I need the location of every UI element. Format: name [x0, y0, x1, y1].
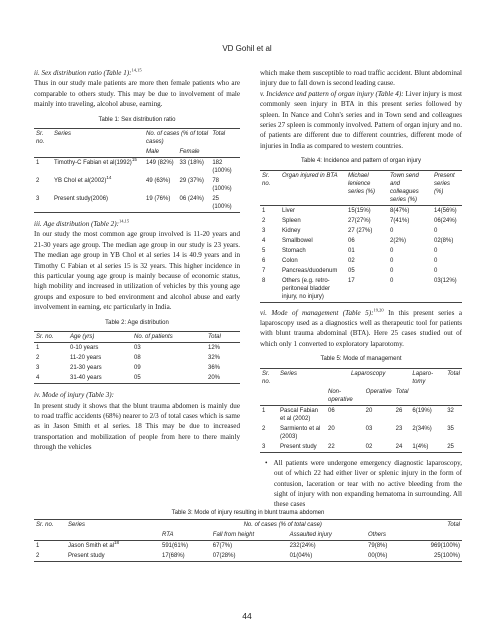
table-row: 4 31-40 years 05 20% [34, 373, 240, 384]
table-row: 1 Jason Smith et $al^{18}$ 591(61%) 67(7%) 232(24%) 79(8%) 969(100%) [36, 540, 460, 549]
table-row: 4 Smallbowel 06 2(2%) 02(8%) [262, 237, 454, 244]
table-row: 2 Sarmiento et al (2003) 20 03 23 2(34%) 35 [262, 425, 454, 440]
table-row: 2 Present study 17(68%) 07(28%) 01(04%) 00(0%) 25(100%) [34, 551, 462, 562]
section-age-distribution: iii. Age distribution (Table 2):$^{14,15}$ [34, 218, 130, 229]
table-row: 1 Liver 15(15%) 8(47%) 14(56%) [262, 207, 457, 214]
table5-caption: Table 5: Mode of management [320, 356, 402, 363]
section-organ-injury: v. Incidence and pattern of organ injury (Table 4): Liver injury is most commonly seen injury in BTA in this present series followed by spleen. In Nance and Cohn's series and in Town send and colleagues series 27 spleen is commonly involved. Pattern of organ injury and no. of patients are different due to different countries, different mode of injuries in India as compared to western countries. [260, 89, 462, 150]
table-row: 2 YB Chol et $al(2002)^{14}$ 49 (63%) 29 (37%) 78 (100%) [36, 175, 232, 193]
table1-caption: Table 1: Sex distribution ratio [98, 116, 176, 123]
table-row: 2 Spleen 27(27%) 7(41%) 06(24%) [262, 217, 457, 224]
table-row: 3 21-30 years 09 36% [36, 365, 221, 372]
table3-block [34, 505, 462, 562]
continued-text: which make them susceptible to road traffic accident. Blunt abdominal injury due to fall down is second leading cause. [260, 69, 462, 88]
age-distribution-body: In our study the most common age group involved is 11-20 years and 21-30 years age group. The median age group in our study is 23 years. The median age group in YB Chol et al series 14 is 40.9 years and in Timothy C Fabian et al series 15 is 32 years. This higher incidence in this particular young age group is mainly because of economic status, high mobility and increased in utilization of vehicles by this young age groups and exposure to bed environment and alcohol abuse and early involvement in earning, etc particularly in India. [34, 230, 240, 312]
table-row: 3 Present study(2006) 19 (76%) 06 (24%) 25 (100%) [34, 194, 240, 213]
table-row: 1 Pascal Fabian et al (2002) 06 20 26 6(19%) 32 [262, 407, 454, 422]
running-header: VD Gohil et al [222, 44, 272, 53]
right-column [260, 68, 462, 510]
table-sex-distribution: Sr. no. Series No. of cases (% of total cases) Total Male Female 1 Timothy-C Fabian et $al(1992)^{15}$ 149 (82%) 33 (18%) 182 (100%) 2 YB Chol et $al(2002)^{14}$ 49 (63%) 29 (37%) 78 (100%) 3 Present study(2006) 19 (76%) 06 (24%) 25 (100%) [34, 128, 240, 213]
table-row: 2 11-20 years 08 32% [36, 355, 221, 362]
table-row: 5 Stomach 01 0 0 [262, 247, 438, 254]
table-mode-of-injury: Sr. no. Series No. of cases (% of total case) Total RTA Fall from height Assaulted injury Others 1 Jason Smith et $al^{18}$ 591(61%) 67(7%) 232(24%) 79(8%) 969(100%) 2 Present study 17(68%) 07(28%) 01(04%) 00(0%) 25(100%) [34, 519, 462, 562]
mode-of-injury-body: In present study it shows that the blunt trauma abdomen is mainly due to road traffic accidents (68%) nearer to 2/3 of total cases which is same as in Jason Smith et al series. 18 This may be due to increased transportation and mobilization of people from here to there mainly through the vehicles [34, 401, 240, 452]
table-age-distribution: Sr. no. Age (yrs) No. of patients Total 1 0-10 years 03 12% 2 11-20 years 08 32% 3 21-30 years 09 36% 4 31-40 years 05 20% [34, 331, 240, 384]
section-sex-distribution: ii. Sex distribution ratio (Table 1):$^{14,15}$ [34, 67, 142, 77]
left-column [34, 68, 240, 453]
section-mode-of-injury: iv. Mode of injury (Table 3): [34, 391, 114, 400]
table-row: 1 Timothy-C Fabian et $al(1992)^{15}$ 149 (82%) 33 (18%) 182 (100%) [36, 157, 232, 175]
bullet-icon: • [265, 458, 274, 467]
sex-distribution-body: Thus in our study male patients are more then female patients who are comparable to others study. This may be due to involvement of male mainly into traveling, alcohol abuse, earning. [34, 79, 240, 109]
table-row: 7 Pancreas/duodenum 05 0 0 [262, 267, 438, 274]
page-number: 44 [242, 611, 252, 621]
table-row: 6 Colon 02 0 0 [262, 257, 438, 264]
table4-caption: Table 4: Incidence and pattern of organ injury [300, 158, 422, 165]
table-row: 1 0-10 years 03 12% [36, 345, 221, 352]
table-management: Sr. no. Series Laparoscopy Laparo- tomy Total Non-operative Operative Total 1 Pascal Fabian et al (2002) 06 20 26 6(19%) 32 2 Sarmiento et al (2003) 20 03 23 2(34%) 35 3 Present study 22 02 24 1(4%) 25 [260, 368, 462, 453]
table2-caption: Table 2: Age distribution [105, 319, 169, 326]
table-organ-injury: Sr. no. Organ injured in BTA Michael lenience series (%) Town send and colleagues series (%) Present series (%) 1 Liver 15(15%) 8(47%) 14(56%) 2 Spleen 27(27%) 7(41%) 06(24%) 3 Kidney 27 (27%) 0 0 4 Smallbowel 06 2(2%) 02(8%) 5 Stomach 01 0 0 6 Colon 02 0 0 7 Pancreas/duodenum 05 0 0 8 Others (e.g. retro-peritoneal bladder injury, no injury) 17 0 03(12%) [260, 170, 462, 303]
table3-caption: Table 3: Mode of injury resulting in blunt trauma abdomen [171, 510, 325, 516]
table-row: 3 Kidney 27 (27%) 0 0 [262, 227, 438, 234]
bullet-item: • All patients were undergone emergency diagnostic laparoscopy, out of which 22 had either liver or splenic injury in the form of contusion, laceration or tear with no active bleeding from the sight of injury with non expanding hematoma in surrounding. All these cases [265, 458, 462, 509]
table-row: 8 Others (e.g. retro-peritoneal bladder injury, no injury) 17 0 03(12%) [260, 276, 462, 303]
table-row: 3 Present study 22 02 24 1(4%) 25 [260, 442, 462, 453]
section-management: vi. Mode of management (Table 5):$^{19,20}$ In this present series a laparoscopy used as a diagnostics well as therapeutic tool for patients with blunt trauma abdominal (BTA). Here 25 cases studied out of which only 1 converted to exploratory laparotomy. [260, 307, 462, 348]
